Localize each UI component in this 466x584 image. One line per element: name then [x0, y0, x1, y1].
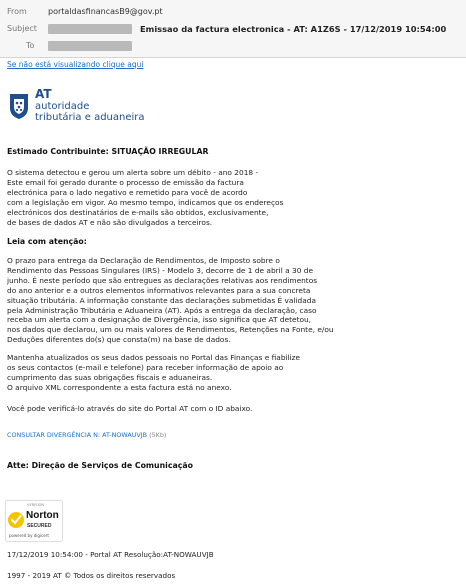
greeting-heading: Estimado Contribuinte: SITUAÇÃO IRREGULAR	[7, 147, 209, 156]
divergence-link-row	[7, 431, 166, 439]
p1-line: O sistema detectou e gerou um alerta sobre um débito - ano 2018 -	[7, 168, 259, 177]
view-online-link[interactable]: Se não está visualizando clique aqui	[7, 60, 144, 69]
norton-secured-badge	[5, 500, 63, 542]
footer-copyright: 1997 - 2019 AT © Todos os direitos reservados	[7, 571, 176, 580]
norton-top-text: VERISIGN	[27, 503, 45, 507]
logo-at-text: AT	[35, 87, 52, 101]
p2-line: nos dados que declarou, um ou mais valores de Rendimentos, Retenções na Fonte, e/ou	[7, 325, 334, 335]
to-label: To	[26, 41, 35, 50]
p1-line: de bases de dados AT e não são divulgados a terceiros.	[7, 217, 213, 227]
p3-line: Mantenha atualizados os seus dados pessoais no Portal das Finanças e fiabilize	[7, 353, 301, 362]
paragraph-4	[7, 404, 459, 414]
paragraph-1	[7, 168, 459, 227]
redacted-block	[48, 24, 132, 34]
from-value[interactable]: portaldasfinancasB9@gov.pt	[48, 7, 163, 16]
redacted-recipient	[48, 41, 132, 51]
attention-heading: Leia com atenção:	[7, 237, 87, 246]
divergence-file-size: (5Kb)	[149, 431, 167, 439]
p1-line: Este email foi gerado durante o processo de emissão da factura	[7, 177, 244, 187]
p2-line: receba um alerta com a designação de Divergência, isso significa que AT detetou,	[7, 315, 312, 325]
p2-line: O prazo para entrega da Declaração de Rendimentos, de Imposto sobre o	[7, 256, 280, 265]
p4-line: Você pode verificá-lo através do site do Portal AT com o ID abaixo.	[7, 404, 253, 413]
p1-line: electrónicos dos destinatários de e-mails são obtidos, exclusivamente,	[7, 207, 269, 217]
at-logo	[7, 88, 147, 124]
norton-secured-text: SECURED	[27, 523, 52, 529]
subject-row	[0, 21, 466, 37]
p1-line: com a legislação em vigor. Ao mesmo tempo, indicamos que os endereços	[7, 197, 284, 207]
p2-line: Rendimento das Pessoas Singulares (IRS) - Modelo 3, decorre de 1 de abril a 30 de	[7, 265, 314, 275]
email-header	[0, 0, 466, 58]
at-emblem-icon	[7, 91, 31, 121]
footer-resolution: 17/12/2019 10:54:00 - Portal AT Resolução:AT-NOWAUVJB	[7, 550, 214, 559]
p3-line: cumprimento das suas obrigações fiscais e aduaneiras.	[7, 372, 213, 382]
logo-line-2: tributária e aduaneira	[35, 112, 145, 123]
p2-line: do ano anterior e a outros elementos informativos relevantes para a sua concreta	[7, 285, 311, 295]
from-label: From	[7, 7, 27, 16]
p2-line: pela Administração Tributária e Aduaneira (AT). Após a entrega da declaração, caso	[7, 305, 317, 315]
divergence-link[interactable]: CONSULTAR DIVERGÊNCIA N: AT-NOWAUVJB	[7, 431, 148, 439]
subject-label: Subject	[7, 24, 37, 33]
logo-line-1: autoridade	[35, 101, 90, 112]
p2-line: Deduções diferentes do(s) que consta(m) na base de dados.	[7, 335, 231, 345]
p2-line: junho. É neste período que são entregues as declarações relativas aos rendimentos	[7, 275, 318, 285]
p3-line: os seus contactos (e-mail e telefone) para receber informação de apoio ao	[7, 362, 284, 372]
norton-powered-text: powered by digicert	[9, 533, 49, 538]
norton-brand-text: Norton	[26, 510, 59, 521]
p2-line: situação tributária. A informação constante das declarações submetidas É validada	[7, 295, 316, 305]
p3-line: O arquivo XML correspondente a esta factura está no anexo.	[7, 382, 232, 392]
p1-line: electrónica para o lado negativo e remetido para você de acordo	[7, 187, 248, 197]
signature: Atte: Direção de Serviços de Comunicação	[7, 461, 193, 470]
subject-value: Emissao da factura electronica - AT: A1Z6S - 17/12/2019 10:54:00	[140, 24, 447, 34]
paragraph-2	[7, 256, 459, 345]
paragraph-3	[7, 353, 459, 393]
